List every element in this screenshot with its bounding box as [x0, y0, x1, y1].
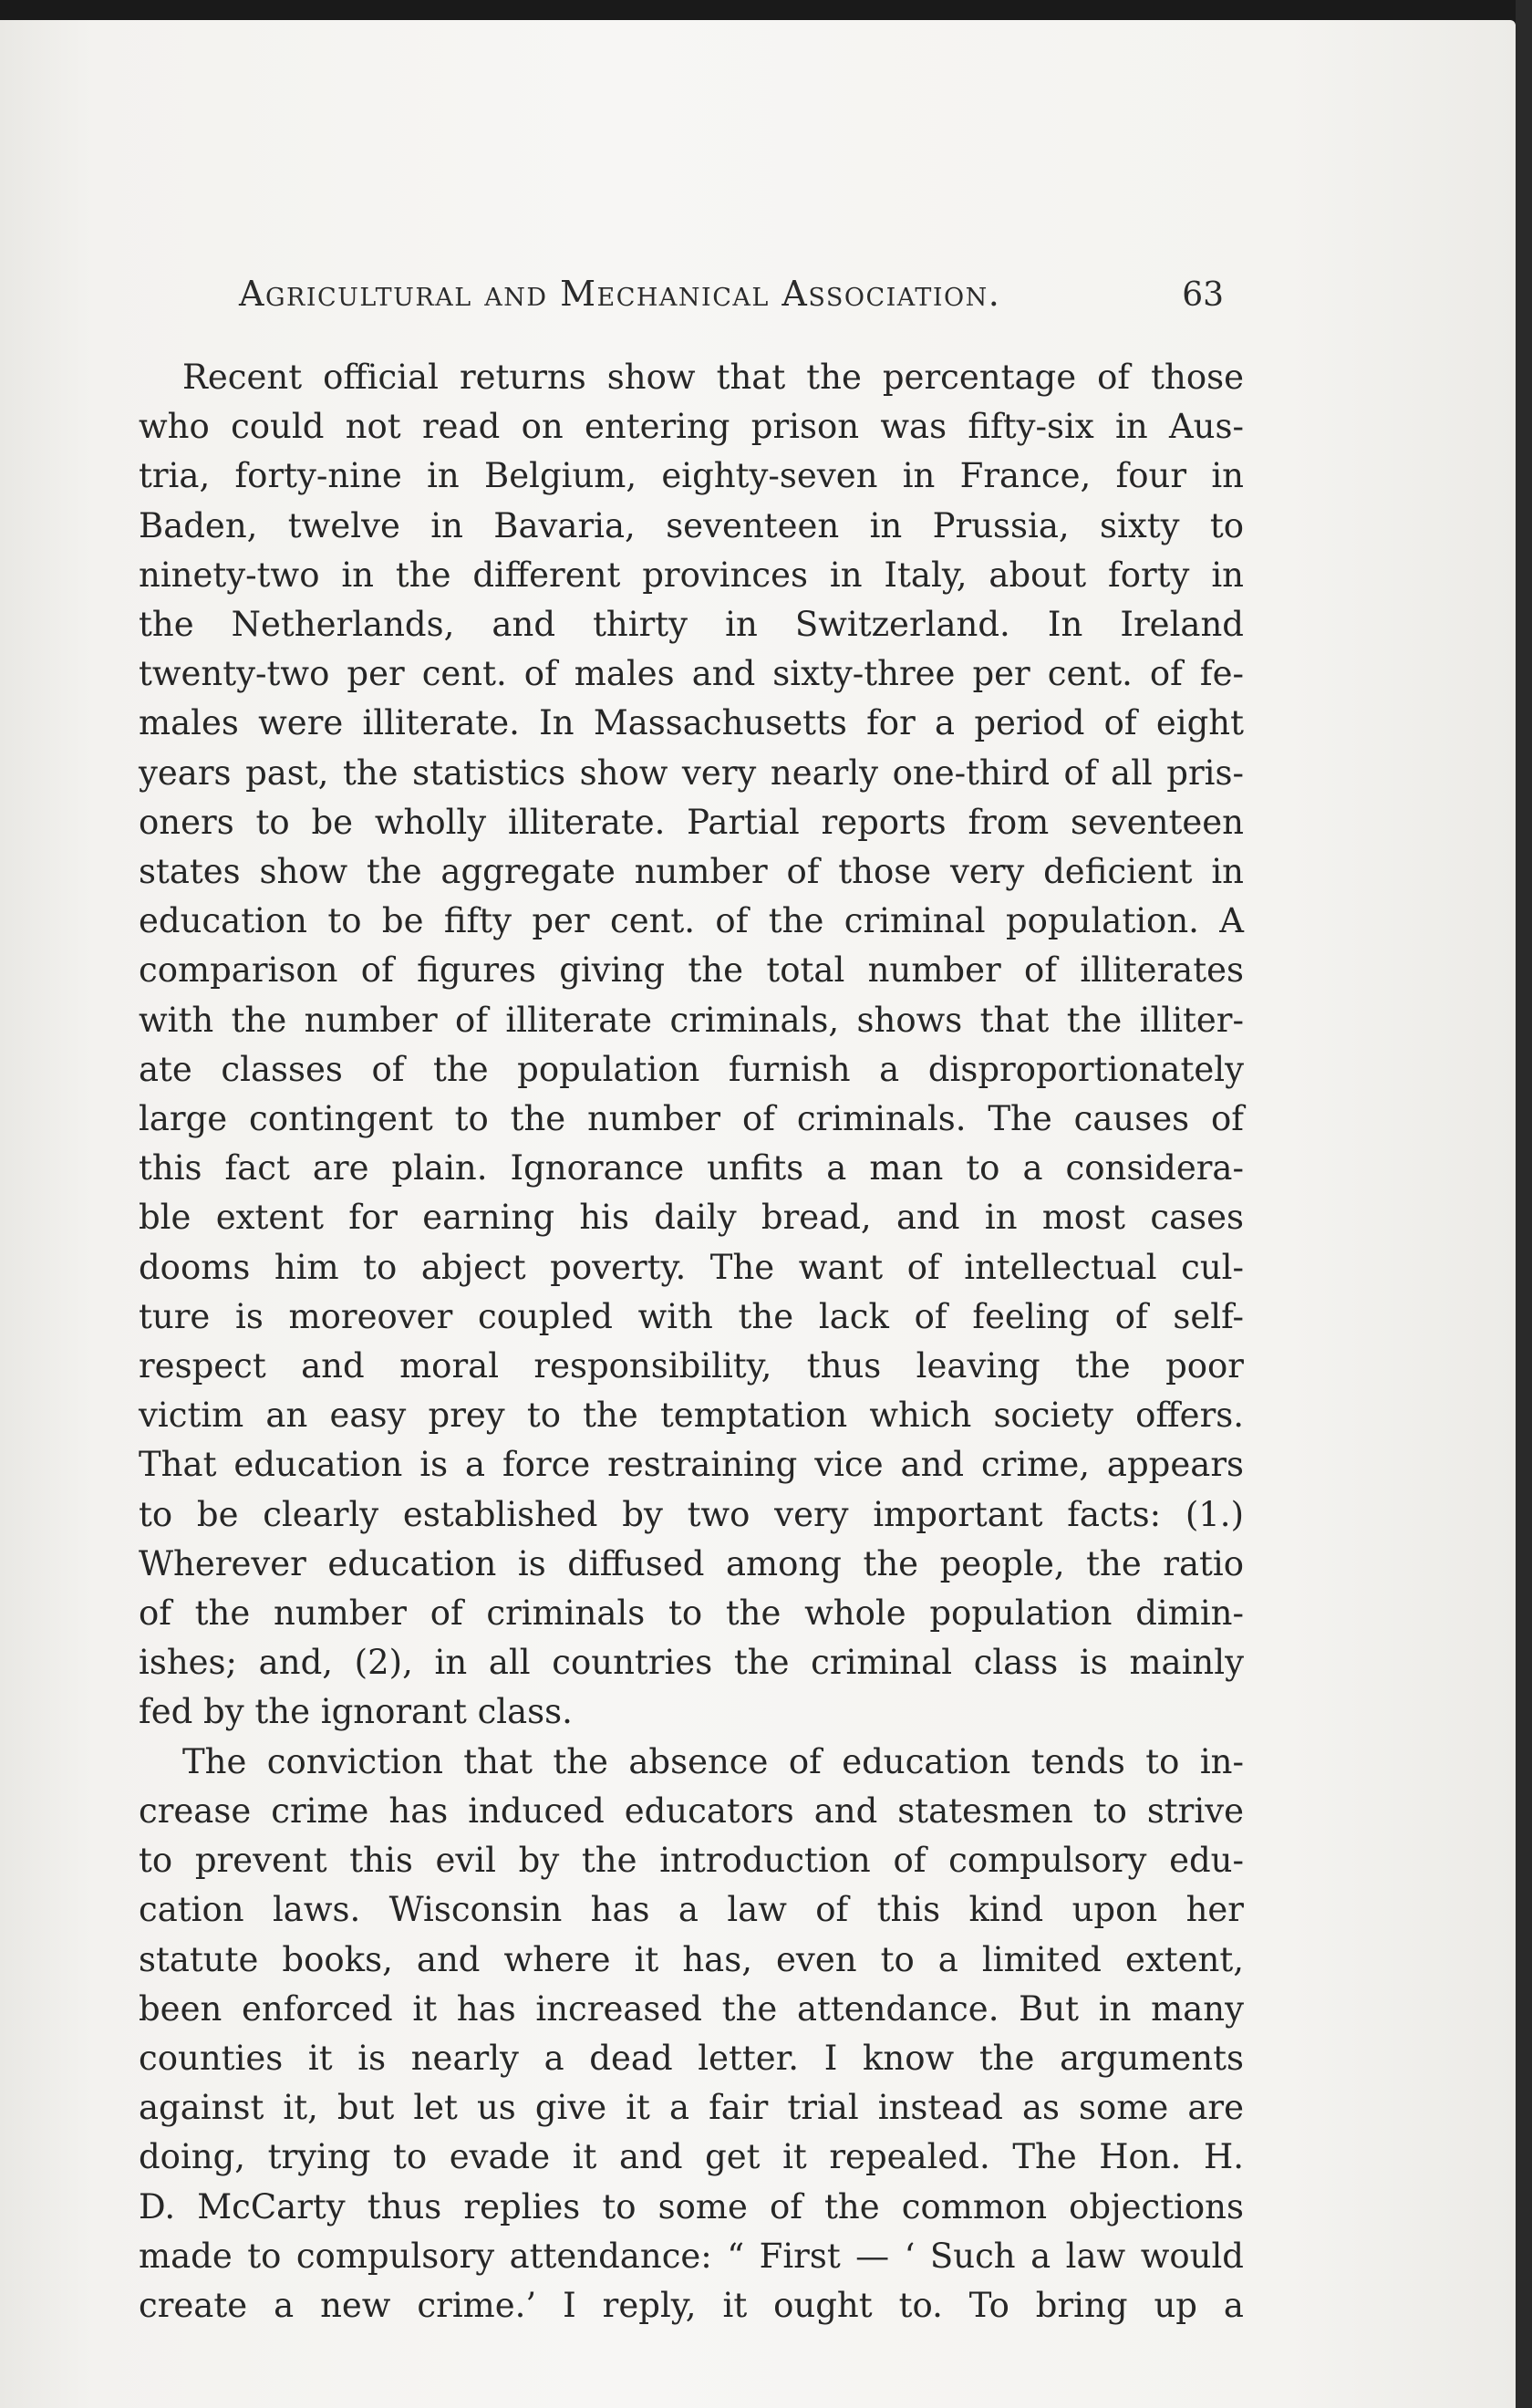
text-line: with the number of illiterate criminals, shows that the illiter-	[139, 1000, 1244, 1040]
text-line: ble extent for earning his daily bread, and in most cases	[139, 1198, 1244, 1238]
text-line: to prevent this evil by the introduction of compulsory edu-	[139, 1841, 1244, 1881]
text-line: this fact are plain. Ignorance unfits a man to a considera-	[139, 1148, 1244, 1188]
text-line: D. McCarty thus replies to some of the common objections	[139, 2186, 1244, 2226]
text-line: cation laws. Wisconsin has a law of this kind upon her	[139, 1890, 1244, 1930]
text-line: statute books, and where it has, even to a limited extent,	[139, 1939, 1244, 1979]
text-line: ate classes of the population furnish a disproportionately	[139, 1049, 1244, 1089]
text-line: The conviction that the absence of education tends to in-	[182, 1741, 1244, 1781]
text-line: counties it is nearly a dead letter. I know the arguments	[139, 2038, 1244, 2078]
text-line: ishes; and, (2), in all countries the criminal class is mainly	[139, 1643, 1244, 1683]
text-line: ninety-two in the different provinces in Italy, about forty in	[139, 555, 1244, 595]
paragraph-1	[139, 353, 1244, 1738]
text-line: Wherever education is diffused among the people, the ratio	[139, 1543, 1244, 1583]
text-line: victim an easy prey to the temptation which society offers.	[139, 1396, 1244, 1436]
text-line: comparison of figures giving the total number of illiterates	[139, 950, 1244, 991]
text-line: who could not read on entering prison was fifty-six in Aus-	[139, 407, 1244, 447]
text-line: large contingent to the number of criminals. The causes of	[139, 1099, 1244, 1139]
text-line: dooms him to abject poverty. The want of intellectual cul-	[139, 1247, 1244, 1287]
text-line: against it, but let us give it a fair trial instead as some are	[139, 2088, 1244, 2128]
scan-right-edge	[1516, 0, 1532, 2408]
body-text	[139, 353, 1244, 2330]
text-line: of the number of criminals to the whole population dimin-	[139, 1593, 1244, 1634]
page-number: 63	[1182, 276, 1224, 314]
text-line: education to be fifty per cent. of the criminal population. A	[139, 901, 1244, 941]
text-line: the Netherlands, and thirty in Switzerland. In Ireland	[139, 605, 1244, 645]
scan-top-edge	[0, 0, 1532, 22]
text-line: oners to be wholly illiterate. Partial reports from seventeen	[139, 802, 1244, 842]
text-line: That education is a force restraining vice and crime, appears	[139, 1445, 1244, 1485]
book-page	[0, 20, 1516, 2408]
text-line: crease crime has induced educators and statesmen to strive	[139, 1790, 1244, 1831]
running-head	[239, 274, 1224, 314]
text-line: made to compulsory attendance: “ First — ‘ Such a law would	[139, 2236, 1244, 2276]
text-line: Recent official returns show that the percentage of those	[182, 358, 1244, 397]
text-line: ture is moreover coupled with the lack of feeling of self-	[139, 1296, 1244, 1336]
running-head-title: Agricultural and Mechanical Association.	[239, 274, 1001, 314]
text-line: respect and moral responsibility, thus leaving the poor	[139, 1346, 1244, 1386]
text-line: years past, the statistics show very nearly one-third of all pris-	[139, 752, 1244, 793]
text-line: fed by the ignorant class.	[139, 1692, 573, 1732]
text-line: twenty-two per cent. of males and sixty-three per cent. of fe-	[139, 654, 1244, 694]
text-line: to be clearly established by two very important facts: (1.)	[139, 1494, 1244, 1534]
text-line: males were illiterate. In Massachusetts for a period of eight	[139, 703, 1244, 743]
text-line: states show the aggregate number of those very deficient in	[139, 852, 1244, 892]
text-line: doing, trying to evade it and get it repealed. The Hon. H.	[139, 2137, 1244, 2177]
paragraph-2	[139, 1738, 1244, 2330]
text-line: tria, forty-nine in Belgium, eighty-seven in France, four in	[139, 456, 1244, 496]
text-line: create a new crime.’ I reply, it ought to. To bring up a	[139, 2285, 1244, 2325]
text-line: been enforced it has increased the attendance. But in many	[139, 1988, 1244, 2029]
text-line: Baden, twelve in Bavaria, seventeen in Prussia, sixty to	[139, 505, 1244, 545]
